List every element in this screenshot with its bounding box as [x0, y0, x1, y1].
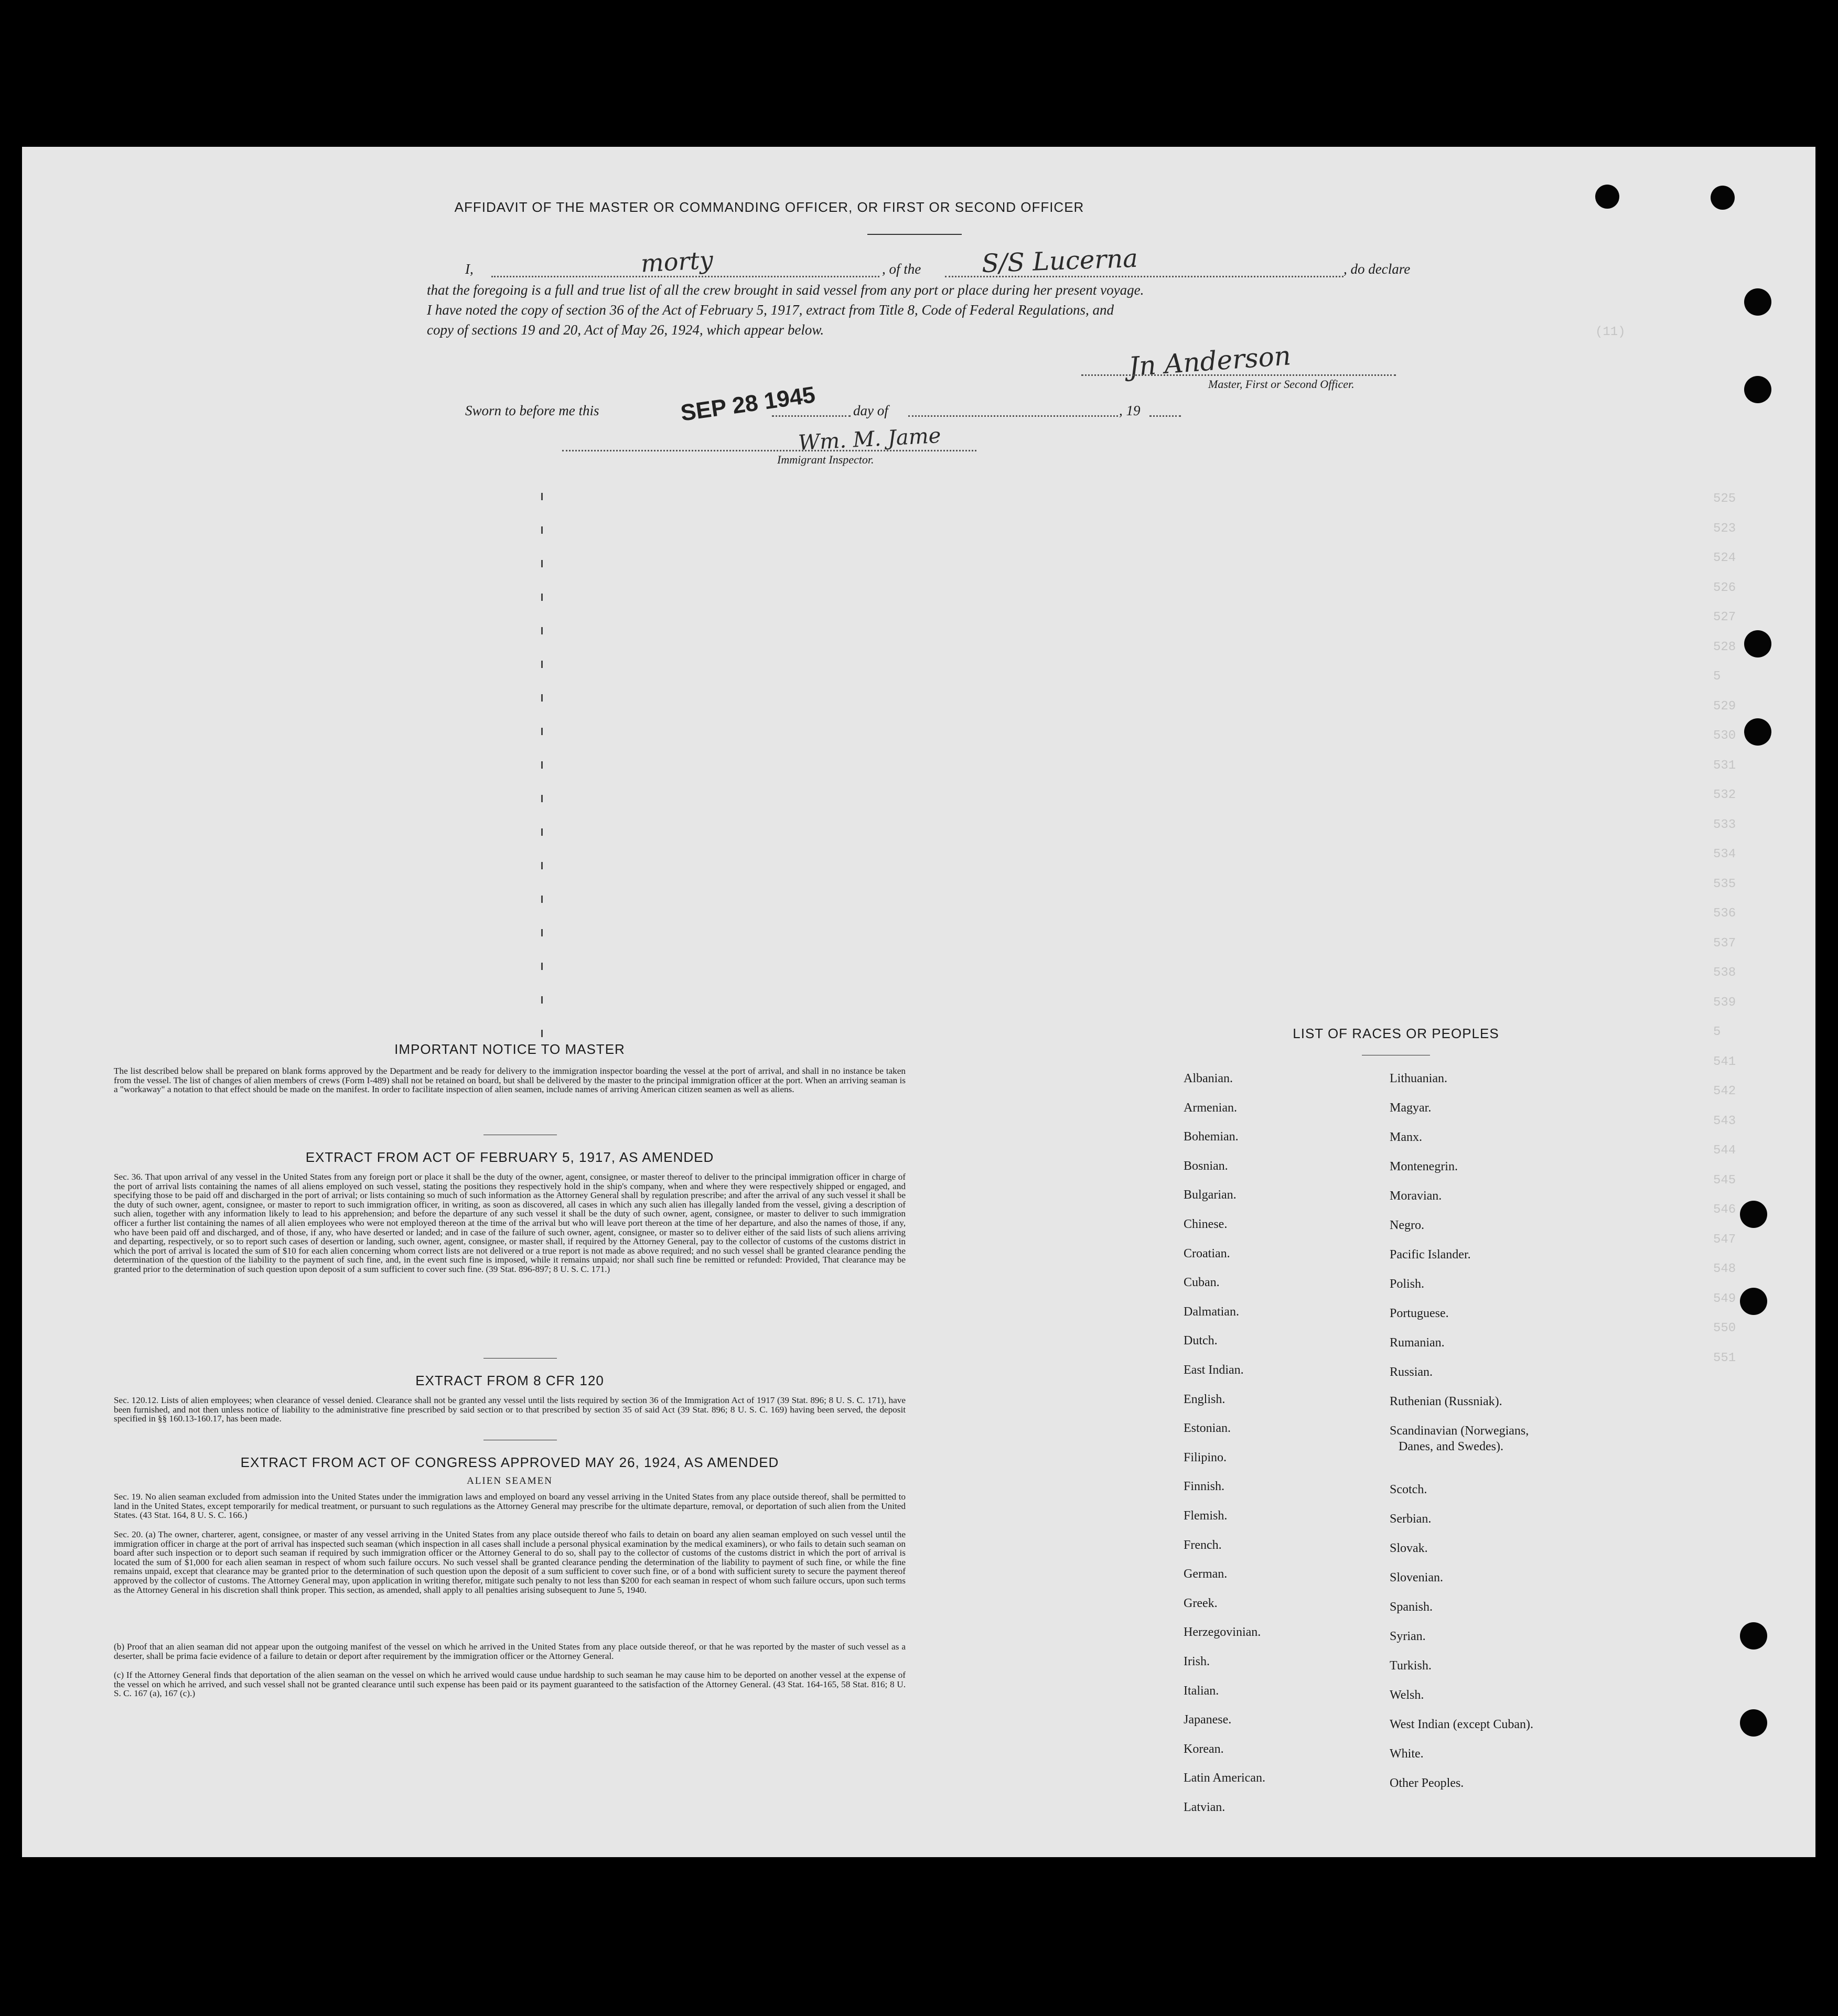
tick-mark [541, 795, 543, 802]
declaration-statement-2: I have noted the copy of section 36 of the Act of February 5, 1917, extract from Title 8, Code of Federal Regulations, and [427, 302, 1114, 318]
extract-1924-sec20b: (b) Proof that an alien seaman did not appear upon the outgoing manifest of the vessel on which he arrived in the United States from any place outside thereof, or that he was reported by the master of such vessel as a deserter, shall be prima facie evidence of a failure to detain or deport after requirement by the immigration officer or the Attorney General. [114, 1642, 906, 1661]
section-rule [483, 1358, 557, 1359]
tick-mark [541, 594, 543, 601]
affidavit-title: AFFIDAVIT OF THE MASTER OR COMMANDING OFFICER, OR FIRST OR SECOND OFFICER [454, 199, 1084, 215]
bleed-through-number: 528 [1713, 640, 1736, 654]
race-entry: Cuban. [1184, 1276, 1220, 1290]
tick-mark [541, 560, 543, 567]
bleed-through-number: 526 [1713, 580, 1736, 595]
race-entry: Latvian. [1184, 1801, 1226, 1814]
tick-mark [541, 862, 543, 869]
bleed-through-number: 527 [1713, 610, 1736, 624]
race-entry: Albanian. [1184, 1072, 1233, 1085]
master-signature-line [1081, 374, 1396, 376]
punch-hole [1740, 1288, 1767, 1315]
notice-text: The list described below shall be prepared on blank forms approved by the Department and be ready for delivery to the immigration inspector boarding the vessel at the port of arrival, and shall in no instance be taken from the vessel. The list of changes of alien members of crews (Form I-489) shall not be retained on board, but shall be delivered by the master to the principal immigration officer at the port. When an arriving seaman is a "workaway" a notation to that effect should be made on the manifest. In order to facilitate inspection of alien seamen, include names of arriving American citizen seamen as well as aliens. [114, 1066, 906, 1095]
punch-hole [1740, 1709, 1767, 1737]
extract-1924-sec19: Sec. 19. No alien seaman excluded from admission into the United States under the immigration laws and employed on board any vessel arriving in the United States from any place outside thereof, shall be permitted to land in the United States, except temporarily for medical treatment, or pursuant to such regulations as the Attorney General may prescribe for the ultimate departure, removal, or deportation of such alien from the United States. (43 Stat. 164, 8 U. S. C. 166.) [114, 1492, 906, 1521]
race-entry: Serbian. [1390, 1512, 1432, 1526]
bleed-through-number: 536 [1713, 907, 1736, 921]
tick-mark [541, 661, 543, 668]
race-entry: Ruthenian (Russniak). [1390, 1395, 1502, 1408]
extract-1924-title: EXTRACT FROM ACT OF CONGRESS APPROVED MAY 26, 1924, AS AMENDED [240, 1454, 779, 1470]
declaration-i: I, [465, 261, 474, 277]
bleed-through-number: 542 [1713, 1084, 1736, 1098]
bleed-through-header: (11) [1595, 325, 1626, 339]
bleed-through-number: 5 [1713, 1025, 1721, 1039]
race-entry: Welsh. [1390, 1688, 1424, 1702]
sworn-day-line [772, 415, 851, 417]
race-entry: Scandinavian (Norwegians, [1390, 1424, 1529, 1438]
master-signature: Jn Anderson [1127, 340, 1292, 382]
bleed-through-number: 533 [1713, 817, 1736, 832]
bleed-through-number: 529 [1713, 699, 1736, 714]
sworn-month-line [908, 415, 1118, 417]
declaration-statement-1: that the foregoing is a full and true list of all the crew brought in said vessel from any port or place during her present voyage. [427, 282, 1144, 298]
affidavit-title-rule [867, 234, 962, 235]
race-entry: Slovenian. [1390, 1571, 1443, 1584]
race-entry: Portuguese. [1390, 1307, 1449, 1320]
race-entry: Filipino. [1184, 1450, 1227, 1464]
master-caption: Master, First or Second Officer. [1208, 378, 1355, 391]
race-entry: English. [1184, 1392, 1226, 1406]
tick-mark [541, 996, 543, 1004]
race-entry: Chinese. [1184, 1217, 1228, 1231]
extract-1924-subtitle: ALIEN SEAMEN [467, 1475, 553, 1486]
race-entry: Finnish. [1184, 1480, 1225, 1494]
bleed-through-number: 551 [1713, 1351, 1736, 1365]
punch-hole [1740, 1201, 1767, 1228]
declaration-of-the: , of the [882, 261, 921, 277]
race-entry: West Indian (except Cuban). [1390, 1718, 1533, 1731]
bleed-through-number: 537 [1713, 936, 1736, 951]
race-entry: Bosnian. [1184, 1159, 1228, 1173]
race-entry: Dalmatian. [1184, 1305, 1239, 1319]
race-entry: Greek. [1184, 1596, 1218, 1610]
races-title: LIST OF RACES OR PEOPLES [1293, 1026, 1499, 1041]
tick-mark [541, 761, 543, 769]
bleed-through-number: 549 [1713, 1291, 1736, 1306]
bleed-through-number: 524 [1713, 551, 1736, 565]
race-entry: Latin American. [1184, 1771, 1265, 1785]
extract-1924-sec20a: Sec. 20. (a) The owner, charterer, agent, consignee, or master of any vessel arriving in the United States from any place outside thereof who fails to detain on board any alien seaman employed on such vessel until the immigration officer in charge at the port of arrival has inspected such seaman (which inspection in all cases shall include a personal physical examination by the medical examiners), or who fails to detain such seaman on board after such inspection or to deport such seaman if required by such immigration officer or the Attorney General to do so, shall pay to the collector of customs of the customs district in which the port of arrival is located the sum of $1,000 for each alien seaman in respect of whom such failure occurs. No such vessel shall be granted clearance pending the determination of the liability to payment of such fine, or while the fine remains unpaid, except that clearance may be granted prior to the determination of such question upon the deposit of a sum sufficient to cover such fine, or of a bond with sufficient surety to secure the payment thereof approved by the collector of customs. The Attorney General may, upon application in writing therefor, mitigate such penalty to not less than $200 for each seaman in respect of whom such failure occurs, upon such terms as the Attorney General in his discretion shall think proper. This section, as amended, shall apply to all penalties arising subsequent to June 5, 1940. [114, 1529, 906, 1595]
sworn-date-stamp: SEP 28 1945 [679, 382, 817, 426]
race-entry: Russian. [1390, 1365, 1433, 1379]
race-entry: French. [1184, 1538, 1222, 1552]
declaration-do-declare: , do declare [1343, 261, 1411, 277]
tick-mark [541, 627, 543, 634]
race-entry: White. [1390, 1747, 1424, 1761]
manifest-page [22, 147, 1815, 1857]
race-entry: Polish. [1390, 1277, 1425, 1291]
race-entry: Flemish. [1184, 1509, 1228, 1523]
tick-mark [541, 526, 543, 534]
punch-hole [1595, 185, 1619, 209]
bleed-through-number: 543 [1713, 1114, 1736, 1128]
race-entry: Herzegovinian. [1184, 1625, 1261, 1640]
race-entry: Estonian. [1184, 1421, 1231, 1436]
race-entry: Japanese. [1184, 1713, 1232, 1727]
bleed-through-number: 544 [1713, 1144, 1736, 1158]
tick-mark [541, 728, 543, 735]
punch-hole [1744, 376, 1771, 403]
race-entry: Negro. [1390, 1219, 1424, 1232]
bleed-through-number: 532 [1713, 788, 1736, 802]
declaration-statement-3: copy of sections 19 and 20, Act of May 26, 1924, which appear below. [427, 322, 824, 338]
tick-mark [541, 694, 543, 702]
bleed-through-number: 530 [1713, 729, 1736, 743]
sworn-year-line [1149, 415, 1181, 417]
bleed-through-number: 545 [1713, 1173, 1736, 1188]
race-entry: Turkish. [1390, 1659, 1432, 1673]
race-entry: Lithuanian. [1390, 1072, 1447, 1085]
extract-1917-text: Sec. 36. That upon arrival of any vessel in the United States from any foreign port or place it shall be the duty of the owner, agent, consignee, or master thereof to deliver to the principal immigration officer in charge of the port of arrival lists containing the names of all aliens employed on such vessel, stating the positions they respectively hold in the ship's company, when and where they were respectively shipped or engaged, and specifying those to be paid off and discharged in the port of arrival; or lists containing so much of such information as the Attorney General shall by regulation prescribe; and after the arrival of any such vessel it shall be the duty of such owner, agent, consignee, or master to report to such immigration officer, in writing, as soon as discovered, all cases in which any such alien has illegally landed from the vessel, giving a description of such alien, together with any information likely to lead to his apprehension; and before the departure of any such vessel it shall be the duty of such owner, agent, consignee, or master to deliver to such immigration officer a further list containing the names of all alien employees who were not employed thereon at the time of the arrival but who will leave port thereon at the time of her departure, and also the names of those, if any, who have been paid off and discharged, and of those, if any, who have deserted or landed; and in case of the failure of such owner, agent, consignee, or master so to deliver either of the said lists of such aliens arriving and departing, respectively, or so to report such cases of desertion or landing, such owner, agent, consignee, or master shall, if required by the Attorney General, pay to the collector of customs of the customs district in which the port of arrival is located the sum of $10 for each alien concerning whom correct lists are not delivered or a true report is not made as above required; and no such vessel shall be granted clearance pending the determination of the question of the liability to the payment of such fine, and, in the event such fine is imposed, while it remains unpaid; nor shall such fine be remitted or refunded: Provided, That clearance may be granted prior to the determination of such question upon deposit of a sum sufficient to cover such fine. (39 Stat. 896-897; 8 U. S. C. 171.) [114, 1172, 906, 1274]
race-entry: Montenegrin. [1390, 1160, 1458, 1173]
sworn-year: , 19 [1119, 403, 1141, 418]
sworn-prefix: Sworn to before me this [465, 403, 599, 418]
race-entry: Syrian. [1390, 1630, 1426, 1643]
race-entry: German. [1184, 1567, 1228, 1581]
sworn-day-of: day of [853, 403, 888, 418]
bleed-through-number: 541 [1713, 1054, 1736, 1069]
bleed-through-number: 531 [1713, 758, 1736, 773]
bleed-through-number: 547 [1713, 1232, 1736, 1247]
tick-mark [541, 963, 543, 970]
race-entry: Moravian. [1390, 1189, 1442, 1203]
inspector-signature-line [562, 450, 976, 451]
tick-mark [541, 896, 543, 903]
punch-hole [1740, 1622, 1767, 1650]
race-entry: Italian. [1184, 1684, 1219, 1698]
bleed-through-number: 523 [1713, 521, 1736, 536]
race-entry: Other Peoples. [1390, 1776, 1464, 1790]
race-entry: Bulgarian. [1184, 1188, 1237, 1202]
bleed-through-number: 548 [1713, 1262, 1736, 1276]
declarant-name: morty [640, 245, 714, 278]
extract-cfr-title: EXTRACT FROM 8 CFR 120 [415, 1373, 604, 1388]
race-entry: Irish. [1184, 1655, 1210, 1668]
bleed-through-number: 539 [1713, 995, 1736, 1010]
tick-mark [541, 1030, 543, 1037]
bleed-through-number: 538 [1713, 966, 1736, 980]
punch-hole [1744, 718, 1771, 746]
race-entry: Bohemian. [1184, 1130, 1239, 1144]
punch-hole [1744, 288, 1771, 316]
race-entry: Spanish. [1390, 1600, 1433, 1614]
vessel-name: S/S Lucerna [981, 243, 1138, 279]
bleed-through-number: 546 [1713, 1203, 1736, 1217]
race-entry: Scotch. [1390, 1483, 1427, 1496]
race-entry: Slovak. [1390, 1541, 1428, 1555]
race-entry: Rumanian. [1390, 1336, 1445, 1350]
tick-mark [541, 828, 543, 836]
extract-1924-sec20c: (c) If the Attorney General finds that deportation of the alien seaman on the vessel on which he arrived would cause undue hardship to such seaman he may cause him to be deported on another vessel at the expense of the vessel on which he arrived, and such vessel shall not be granted clearance until such expense has been paid or its payment guaranteed to the satisfaction of the Attorney General. (43 Stat. 164-165, 58 Stat. 816; 8 U. S. C. 167 (a), 167 (c).) [114, 1670, 906, 1699]
race-entry: Magyar. [1390, 1101, 1432, 1115]
extract-cfr-text: Sec. 120.12. Lists of alien employees; when clearance of vessel denied. Clearance shall not be granted any vessel until the lists required by section 36 of the Immigration Act of 1917 (39 Stat. 896; 8 U. S. C. 171), have been furnished, and not then unless notice of liability to the administrative fine prescribed by said section or to that prescribed by section 35 of said Act (39 Stat. 896; 8 U. S. C. 169) having been served, the deposit specified in §§ 160.13-160.17, has been made. [114, 1395, 906, 1424]
extract-1917-title: EXTRACT FROM ACT OF FEBRUARY 5, 1917, AS AMENDED [305, 1149, 714, 1165]
tick-mark [541, 493, 543, 500]
bleed-through-number: 550 [1713, 1321, 1736, 1335]
inspector-caption: Immigrant Inspector. [777, 453, 874, 466]
bleed-through-number: 525 [1713, 492, 1736, 506]
punch-hole [1711, 186, 1735, 210]
bleed-through-number: 5 [1713, 670, 1721, 684]
declarant-name-line [491, 276, 879, 277]
bleed-through-number: 535 [1713, 877, 1736, 891]
race-entry: Croatian. [1184, 1246, 1230, 1260]
race-entry: Armenian. [1184, 1101, 1237, 1115]
race-entry: Danes, and Swedes). [1399, 1440, 1503, 1453]
race-entry: Manx. [1390, 1130, 1422, 1144]
inspector-signature: Wm. M. Jame [797, 423, 942, 456]
bleed-through-number: 534 [1713, 847, 1736, 861]
notice-title: IMPORTANT NOTICE TO MASTER [394, 1041, 625, 1057]
race-entry: East Indian. [1184, 1363, 1244, 1377]
race-entry: Pacific Islander. [1390, 1248, 1471, 1262]
race-entry: Korean. [1184, 1742, 1224, 1756]
race-entry: Dutch. [1184, 1334, 1218, 1348]
punch-hole [1744, 630, 1771, 657]
tick-mark [541, 929, 543, 936]
